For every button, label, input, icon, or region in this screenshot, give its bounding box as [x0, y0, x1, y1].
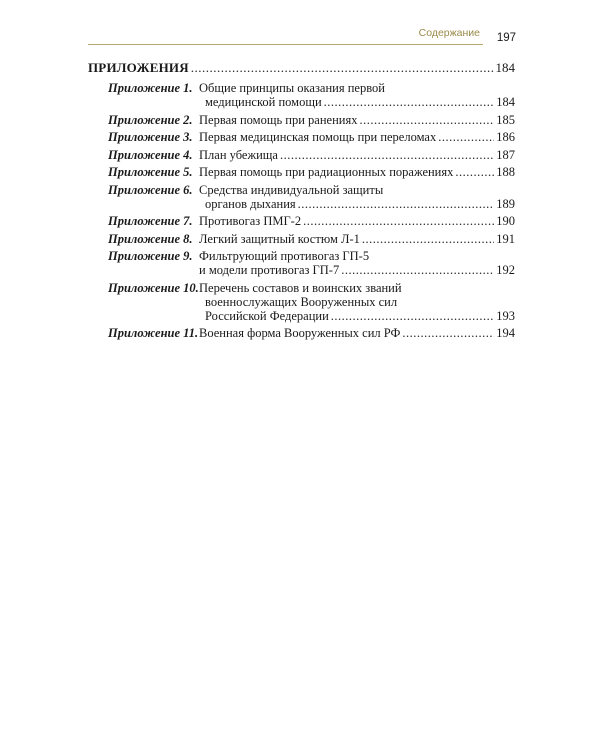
toc-entry-label: Приложение 9.	[108, 249, 193, 263]
toc-entry-page: 190	[496, 214, 515, 228]
toc-entry-line	[199, 214, 515, 228]
toc-main-entry	[88, 60, 515, 76]
toc-entry-text: Перечень составов и воинских званий	[199, 280, 402, 295]
dot-leader	[191, 60, 494, 76]
toc-entry-text: План убежища	[199, 147, 278, 162]
toc-entry-label: Приложение 1.	[108, 81, 193, 95]
toc-entry-label: Приложение 10.	[108, 280, 199, 295]
toc-entry-appendix-5	[88, 165, 515, 179]
toc-entry-page: 193	[496, 308, 515, 323]
toc-entry-appendix-8	[88, 232, 515, 246]
toc-entry-line	[199, 281, 515, 295]
toc-entry-page: 186	[496, 130, 515, 144]
dot-leader	[359, 113, 494, 127]
toc-entry-label: Приложение 4.	[108, 147, 193, 162]
toc-entry-line	[199, 249, 515, 263]
toc-entry-line	[199, 197, 515, 211]
toc-main-title: ПРИЛОЖЕНИЯ	[88, 60, 189, 75]
toc-entry-body	[199, 232, 515, 246]
page-number: 197	[496, 32, 516, 44]
toc-entry-body	[199, 326, 515, 340]
toc-entry-appendix-6	[88, 183, 515, 211]
toc-entry-page: 191	[496, 231, 515, 246]
toc-entry-line	[199, 165, 515, 179]
toc-entry-label: Приложение 8.	[108, 231, 193, 246]
toc-entry-label: Приложение 2.	[108, 112, 193, 127]
toc-entry-line	[199, 130, 515, 144]
dot-leader	[331, 309, 494, 323]
header-divider	[88, 44, 483, 45]
toc-entry-appendix-9	[88, 249, 515, 277]
dot-leader	[455, 165, 494, 179]
toc-entry-label: Приложение 6.	[108, 182, 193, 197]
dot-leader	[362, 232, 494, 246]
toc-entry-appendix-4	[88, 148, 515, 162]
toc-entry-page: 194	[496, 326, 515, 340]
toc-entry-body	[199, 214, 515, 228]
toc-entry-body	[199, 183, 515, 211]
toc-entry-line	[199, 263, 515, 277]
toc-entry-text: и модели противогаз ГП-7	[199, 263, 340, 277]
toc-entry-appendix-3	[88, 130, 515, 144]
toc-entry-text: военнослужащих Вооруженных сил	[205, 294, 398, 309]
toc-entry-body	[199, 113, 515, 127]
dot-leader	[280, 148, 494, 162]
toc-entry-text: Первая помощь при радиационных поражениях	[199, 165, 454, 179]
toc-entry-text: медицинской помощи	[205, 95, 322, 109]
toc-entry-label: Приложение 11.	[108, 326, 199, 340]
toc-entry-line	[199, 232, 515, 246]
dot-leader	[402, 326, 494, 340]
toc-entry-body	[199, 81, 515, 109]
toc-entry-page: 184	[496, 95, 515, 109]
dot-leader	[303, 214, 494, 228]
toc-entry-text: Противогаз ПМГ-2	[199, 214, 302, 228]
toc-entry-page: 192	[496, 263, 515, 277]
toc-entry-body	[199, 148, 515, 162]
toc-entry-page: 188	[496, 165, 515, 179]
toc-entry-text: Легкий защитный костюм Л-1	[199, 231, 360, 246]
toc-entry-appendix-2	[88, 113, 515, 127]
toc-entry-text: Средства индивидуальной защиты	[199, 182, 384, 197]
toc-entry-page: 189	[496, 196, 515, 211]
toc-entry-appendix-10	[88, 281, 515, 323]
table-of-contents	[88, 60, 515, 344]
toc-entry-appendix-11	[88, 326, 515, 340]
toc-entry-line	[199, 113, 515, 127]
toc-entry-text: Первая медицинская помощь при переломах	[199, 130, 437, 144]
toc-entry-text: органов дыхания	[205, 196, 296, 211]
dot-leader	[438, 130, 494, 144]
toc-entry-line	[199, 148, 515, 162]
toc-entry-line	[199, 295, 515, 309]
toc-entry-page: 185	[496, 112, 515, 127]
toc-entry-appendix-7	[88, 214, 515, 228]
toc-entry-text: Военная форма Вооруженных сил РФ	[199, 326, 401, 340]
toc-entry-line	[199, 95, 515, 109]
toc-entry-label: Приложение 5.	[108, 165, 193, 179]
dot-leader	[298, 197, 495, 211]
dot-leader	[324, 95, 495, 109]
toc-entry-body	[199, 249, 515, 277]
toc-entry-line	[199, 326, 515, 340]
toc-entry-text: Фильтрующий противогаз ГП-5	[199, 249, 370, 263]
toc-entry-line	[199, 183, 515, 197]
toc-entry-text: Первая помощь при ранениях	[199, 112, 358, 127]
toc-entry-appendix-1	[88, 81, 515, 109]
toc-entry-label: Приложение 7.	[108, 214, 193, 228]
dot-leader	[341, 263, 494, 277]
toc-main-page: 184	[495, 60, 515, 75]
running-header-section: Содержание	[418, 27, 480, 39]
toc-entry-body	[199, 165, 515, 179]
toc-entry-line	[199, 309, 515, 323]
toc-entry-page: 187	[496, 147, 515, 162]
toc-entry-body	[199, 281, 515, 323]
toc-entry-text: Российской Федерации	[205, 308, 329, 323]
toc-entry-label: Приложение 3.	[108, 130, 193, 144]
toc-entry-body	[199, 130, 515, 144]
toc-entry-line	[199, 81, 515, 95]
toc-entry-text: Общие принципы оказания первой	[199, 81, 385, 95]
